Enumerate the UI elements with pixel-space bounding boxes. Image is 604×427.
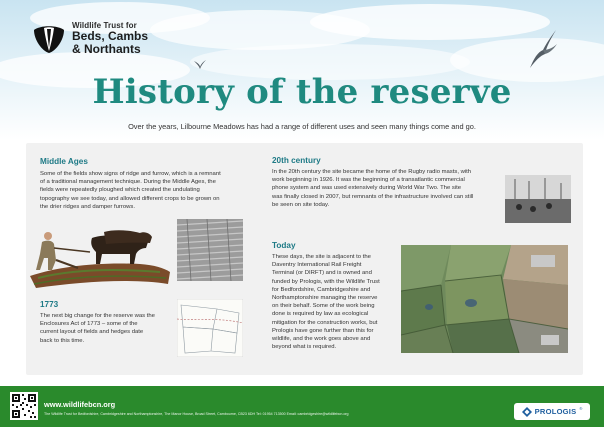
logo-line-2: Beds, Cambs [72,29,149,44]
text-line: Some of the fields show signs of ridge and furrow, which is a remnant [40,171,221,177]
text-line: back to this time. [40,337,85,344]
text-line: The next big change for the reserve was the [40,313,155,319]
logo-line-3: & Northants [72,41,141,56]
ploughing-illustration [30,218,170,290]
swift-bird-icon [526,28,560,70]
20th-century-heading: 20th century [272,156,321,165]
text-line: These days, the site is adjacent to the [272,254,371,260]
registered-mark: ® [579,406,583,411]
text-line: on their behalf. Some of the work being [272,303,375,310]
text-line: for Bedfordshire, Cambridgeshire and [272,286,371,293]
text-line: of a traditional management technique. During the Middle Ages, the [40,179,216,186]
text-line: was finally closed in 2007, but remnants of the infrastructure involved can still [272,193,474,200]
today-text [272,253,408,351]
text-line: current layout of fields and hedges date [40,329,144,336]
text-line: Northamptonshire managing the reserve [272,295,378,302]
ridge-and-furrow-image [177,219,243,281]
radio-masts-photo [505,175,571,223]
text-line: In the 20th century the site became the home of the Rugby radio masts, with [272,169,472,175]
text-line: the drier ridges and damper furrows. [40,203,135,210]
page-title: History of the reserve [92,72,512,112]
text-line: Daventry International Rail Freight [272,262,362,269]
website-link[interactable]: www.wildlifebcn.org [44,400,116,409]
qr-code-icon[interactable] [10,392,38,420]
text-line: be seen on site today. [272,201,330,208]
middle-ages-text [40,170,276,211]
small-bird-icon [193,58,207,70]
20th-century-text [272,168,504,209]
text-line: Enclosures Act of 1773 – some of the [40,321,138,328]
text-line: work beginning in 1926. It was the beginning of a transatlantic commercial [272,177,465,184]
logo-line-1: Wildlife Trust for [72,21,137,30]
1773-heading: 1773 [40,300,59,309]
prologis-mark-icon [522,407,532,417]
trust-address: The Wildlife Trust for Bedfordshire, Cambridgeshire and Northamptonshire, The Manor House, Broad Street, Cambourne, CB23 6DH Tel: 01954 713500 Email: cambridgeshire@wildlifebcn.org [44,412,349,416]
badger-icon [32,24,66,54]
text-line: topography we see today, and allowed different crops to be grown on [40,195,220,202]
text-line: funded by Prologis, with the Wildlife Trust [272,278,380,285]
prologis-logo [514,403,590,420]
text-line: Terminal (or DIRFT) and is owned and [272,270,372,277]
enclosure-map-image [177,299,243,357]
1773-text [40,312,176,345]
text-line: wildlife, and the work goes above and [272,336,371,343]
wildlife-trust-logo [32,22,148,56]
text-line: Prologis have gone further than this for [272,327,374,334]
text-line: done is required by law as ecological [272,311,369,318]
middle-ages-heading: Middle Ages [40,157,88,166]
text-line: phone system and was used extensively during World War Two. The site [272,185,462,192]
page-subtitle: Over the years, Lilbourne Meadows has had a range of different uses and seen many things come and go. [128,122,476,131]
today-heading: Today [272,241,296,250]
text-line: beyond what is required. [272,344,337,351]
text-line: fields were repeatedly ploughed which created the undulating [40,187,200,194]
sponsor-name: PROLOGIS [534,407,577,416]
aerial-photo [401,245,568,353]
text-line: mitigation for the construction works, but [272,319,378,326]
